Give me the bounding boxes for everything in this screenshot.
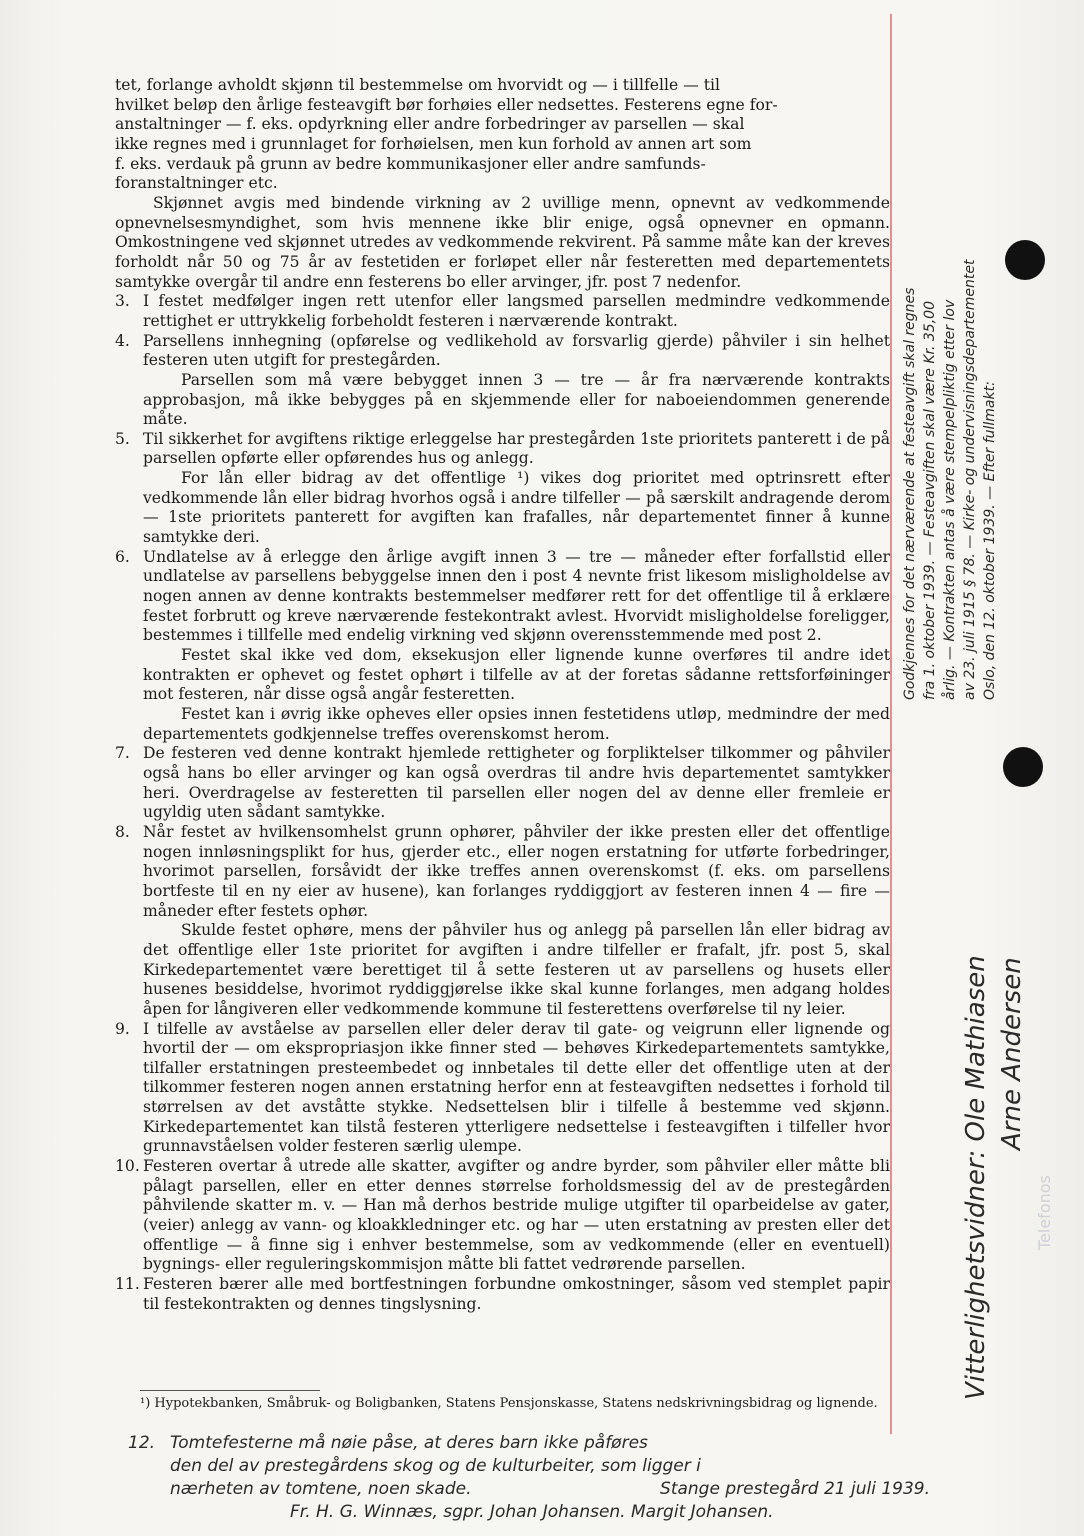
- margin-line: fra 1. oktober 1939. — Festeavgiften skal være Kr. 35,00: [922, 301, 938, 700]
- numbered-items: [115, 292, 890, 1314]
- item-paragraph: De festeren ved denne kontrakt hjemlede rettigheter og forpliktelser tilkommer og påhviler også hans bo eller arvinger og kan også overdras til andre hvis departementet samtykker heri. Overdragelse av festeretten til parsellen eller nogen del av denne eller fremleie er ugyldig uten sådant samtykke.: [143, 744, 890, 822]
- item-paragraph: Skulde festet ophøre, mens der påhviler hus og anlegg på parsellen lån eller bidrag av det offentlige eller 1ste prioritet for avgiften i andre tilfeller er frafalt, jfr. post 5, skal Kirkedepartementet være berettiget til å sette festeren ut av parsellens og husets eller husenes besiddelse, hvorimot ryddiggjørelse ikke skal kunne forlanges, men adgang holdes åpen for långiveren eller vedkommende kommune til festerettens overførelse til ny leier.: [143, 921, 890, 1018]
- item-number: 7.: [115, 744, 130, 763]
- contract-item: [115, 1275, 890, 1314]
- handwritten-line: den del av prestegårdens skog og de kulturbeiter, som ligger i: [170, 1456, 701, 1476]
- place-date: Stange prestegård 21 juli 1939.: [660, 1479, 930, 1499]
- handwritten-clause: [130, 1432, 990, 1524]
- contract-body: [115, 76, 890, 1314]
- item-paragraph: Til sikkerhet for avgiftens riktige erleggelse har prestegården 1ste prioritets panterett i de på parsellen opførte eller opførendes hus og anlegg.: [143, 429, 890, 468]
- item-number: 6.: [115, 547, 130, 566]
- footnote-rule: [140, 1390, 320, 1391]
- margin-line: av 23. juli 1915 § 78. — Kirke- og undervisningsdepartementet: [962, 259, 978, 700]
- intro-line: ikke regnes med i grunnlaget for forhøielsen, men kun forhold av annen art som: [115, 134, 752, 153]
- item-paragraph: Festet skal ikke ved dom, eksekusjon eller lignende kunne overføres til andre idet kontrakten er ophevet og festet ophørt i tilfelle av at der foretas sådanne rettsforføininger mot festeren, når disse også angår festeretten.: [143, 646, 890, 704]
- item-number: 4.: [115, 331, 130, 350]
- punch-hole-top: [1005, 240, 1045, 280]
- contract-item: [115, 822, 890, 1020]
- witness-signature-2: Arne Andersen: [997, 957, 1027, 1150]
- contract-item: [115, 744, 890, 823]
- contract-item: [115, 292, 890, 331]
- handwritten-line: nærheten av tomtene, noen skade.: [170, 1479, 472, 1499]
- witness-block: [958, 955, 1030, 1400]
- contract-item: [115, 1157, 890, 1275]
- item-number: 10.: [115, 1157, 140, 1176]
- margin-line: årlig. — Kontrakten antas å være stempelpliktig etter lov: [942, 299, 958, 700]
- contract-item: [115, 1019, 890, 1158]
- margin-line: Oslo, den 12. oktober 1939. — Efter fullmakt:: [982, 381, 998, 700]
- witness-label: Vitterlighetsvidner:: [961, 1149, 991, 1400]
- intro-line: tet, forlange avholdt skjønn til bestemmelse om hvorvidt og — i tillfelle — til: [115, 76, 720, 94]
- intro-line: anstaltninger — f. eks. opdyrkning eller andre forbedringer av parsellen — skal: [115, 115, 745, 134]
- signatures: Fr. H. G. Winnæs, sgpr. Johan Johansen. Margit Johansen.: [290, 1502, 774, 1522]
- item-paragraph: Festeren overtar å utrede alle skatter, avgifter og andre byrder, som påhviler eller måtte bli pålagt parsellen, eller en etter dennes størrelse forholdsmessig del av de prestegården påhvilende skatter m. v. — Han må derhos bestride mulige utgifter til oparbeidelse av gater, (veier) anlegg av vann- og kloakkledninger etc. og har — uten erstatning av presten eller det offentlige — å finne sig i enhver bestemmelse, som av vedkommende (eller en eventuell) bygnings- eller reguleringskommisjon måtte bli fattet vedrørende parsellen.: [143, 1157, 890, 1274]
- item-number: 3.: [115, 292, 130, 311]
- witness-signature-1: Ole Mathiasen: [961, 955, 991, 1142]
- intro-line: f. eks. verdauk på grunn av bedre kommunikasjoner eller andre samfunds-: [115, 154, 706, 173]
- item-paragraph: Undlatelse av å erlegge den årlige avgift innen 3 — tre — måneder efter forfallstid eller undlatelse av parsellens bebyggelse innen den i post 4 nevnte frist likesom misligholdelse av nogen annen av denne kontrakts bestemmelser medfører rett for det offentlige til å erklære festet forbrutt og kreve nærværende festekontrakt avlest. Hvorvidt misligholdelse foreligger, bestemmes i tillfelle med endelig virkning ved skjønn overensstemmende med post 2.: [143, 547, 890, 645]
- margin-rule: [890, 14, 892, 1434]
- item-paragraph: Når festet av hvilkensomhelst grunn ophører, påhviler der ikke presten eller det offentlige nogen innløsningsplikt for hus, gjerder etc., eller nogen erstatning for utførte forbedringer, hvorimot parsellen, forsåvidt der ikke treffes annen overenskomst (f. eks. om parsellens bortfeste til en ny eier av husene), kan forlanges ryddiggjort av festeren innen 4 — fire — måneder efter festets ophør.: [143, 822, 890, 920]
- margin-approval-note: [900, 20, 1000, 700]
- intro-line: hvilket beløp den årlige festeavgift bør forhøies eller nedsettes. Festerens egne for-: [115, 95, 778, 114]
- intro-line: foranstaltninger etc.: [115, 174, 278, 193]
- punch-hole-bottom: [1003, 747, 1043, 787]
- faded-stamp: Telefonos: [1035, 1175, 1054, 1250]
- margin-line: Godkjennes for det nærværende at festeavgift skal regnes: [902, 287, 918, 700]
- intro-paragraph: [115, 76, 890, 194]
- item-number: 5.: [115, 429, 130, 448]
- item-paragraph: Festet kan i øvrig ikke opheves eller opsies innen festetidens utløp, medmindre der med departementets godkjennelse treffes overenskomst herom.: [143, 705, 890, 743]
- item-paragraph: Parsellen som må være bebygget innen 3 — tre — år fra nærværende kontrakts approbasjon, må ikke bebygges på en skjemmende eller for naboeiendommen generende måte.: [143, 370, 890, 429]
- footnote: ¹) Hypotekbanken, Småbruk- og Boligbanken, Statens Pensjonskasse, Statens nedskrivningsbidrag og lignende.: [140, 1396, 878, 1411]
- handwritten-line: Tomtefesterne må nøie påse, at deres barn ikke påføres: [170, 1433, 648, 1453]
- item-number: 9.: [115, 1019, 130, 1038]
- intro-paragraph-2: Skjønnet avgis med bindende virkning av 2 uvillige menn, opnevnt av vedkommende opnevnelsesmyndighet, som hvis mennene ikke blir enige, også opnevner en opmann. Omkostningene ved skjønnet utredes av vedkommende rekvirent. På samme måte kan der kreves forholdt når 50 og 75 år av festetiden er forløpet eller når festeretten med departementets samtykke overgår til andre enn festerens bo eller arvinger, jfr. post 7 nedenfor.: [115, 193, 890, 291]
- item-paragraph: Festeren bærer alle med bortfestningen forbundne omkostninger, såsom ved stemplet papir til festekontrakten og dennes tingslysning.: [143, 1275, 890, 1313]
- item-12-number: 12.: [128, 1433, 156, 1453]
- item-paragraph: I tilfelle av avståelse av parsellen eller deler derav til gate- og veigrunn eller lignende og hvortil der — om ekspropriasjon ikke finner sted — behøves Kirkedepartementets samtykke, tilfaller erstatningen presteembedet og innbetales til dette eller det offentlige uten at der tilkommer festeren nogen annen erstatning herfor enn at festeavgiften nedsettes i forhold til størrelsen av det avståtte stykke. Nedsettelsen blir i tilfelle å bestemme ved skjønn. Kirkedepartementet kan tilstå festeren ytterligere nedsettelse i festeavgiften i tilfeller hvor grunnavståelsen volder festeren særlig ulempe.: [143, 1019, 890, 1156]
- contract-item: [115, 331, 890, 430]
- item-number: 8.: [115, 822, 130, 841]
- contract-item: [115, 547, 890, 745]
- item-paragraph: I festet medfølger ingen rett utenfor eller langsmed parsellen medmindre vedkommende rettighet er uttrykkelig forbeholdt festeren i nærværende kontrakt.: [143, 292, 890, 330]
- contract-item: [115, 429, 890, 548]
- item-paragraph: For lån eller bidrag av det offentlige ¹) vikes dog prioritet med optrinsrett efter vedkommende lån eller bidrag hvorhos også i andre tilfeller — på særskilt andragende derom — 1ste prioritets panterett for avgiften kan frafalles, når departementet finner å kunne samtykke deri.: [143, 469, 890, 547]
- item-paragraph: Parsellens innhegning (opførelse og vedlikehold av forsvarlig gjerde) påhviler i sin helhet festeren uten utgift for prestegården.: [143, 331, 890, 370]
- item-number: 11.: [115, 1275, 140, 1294]
